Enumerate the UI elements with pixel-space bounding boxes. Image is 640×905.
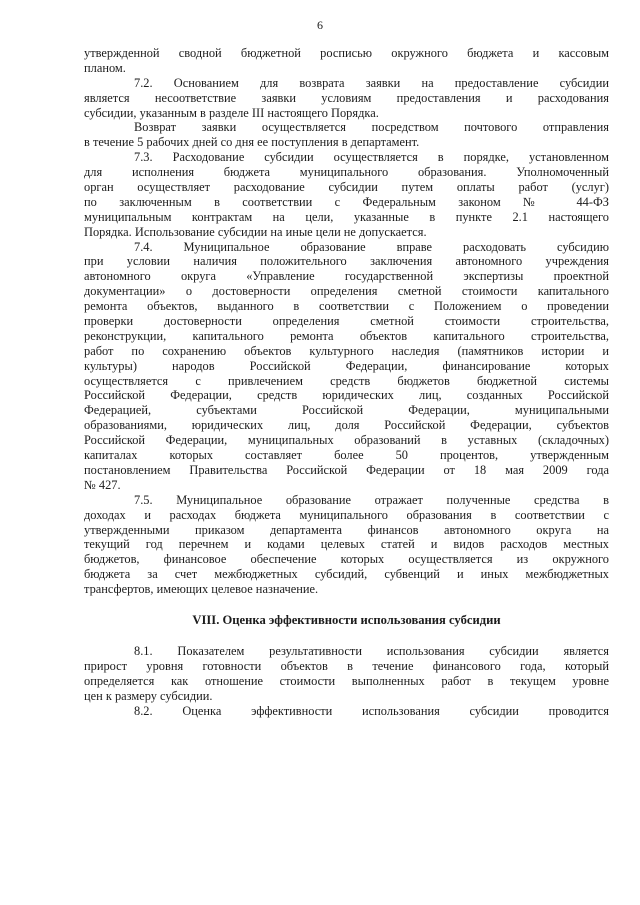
text-line: является несоответствие заявки условиям предоставления и расходования xyxy=(84,90,609,105)
text-line: субсидии, указанным в разделе III настоящего Порядка. xyxy=(84,105,379,120)
text-line: при условии наличия положительного заключения автономного учреждения xyxy=(84,254,609,269)
text-line: осуществляется с привлечением средств бюджетов бюджетной системы xyxy=(84,373,609,388)
text-line: орган осуществляет расходование субсидии путем оплаты работ (услуг) xyxy=(84,180,609,195)
paragraph-7-4 xyxy=(84,240,609,493)
text-line: проверки достоверности определения сметной стоимости строительства, xyxy=(84,314,609,329)
paragraph-7-2 xyxy=(84,76,609,121)
text-line: 8.1. Показателем результативности использования субсидии является xyxy=(134,643,609,658)
text-line: текущий год перечнем и кодами целевых статей и видов расходов местных xyxy=(84,537,609,552)
text-line: Федерацией, субъектами Российской Федерации, муниципальными xyxy=(84,403,609,418)
text-line: № 427. xyxy=(84,477,121,492)
text-line: Возврат заявки осуществляется посредством почтового отправления xyxy=(134,120,609,135)
document-body xyxy=(84,46,609,718)
paragraph-8-2 xyxy=(84,704,609,719)
text-line: планом. xyxy=(84,60,126,75)
text-line: бюджетов, финансовое обеспечение которых осуществляется из окружного xyxy=(84,552,609,567)
text-line: культуры) народов Российской Федерации, финансирование которых xyxy=(84,358,609,373)
text-line: работ по сохранению объектов культурного наследия (памятников истории и xyxy=(84,343,609,358)
text-line: трансфертов, имеющих целевое назначение. xyxy=(84,582,319,597)
text-line: бюджета за счет межбюджетных субсидий, субвенций и иных межбюджетных xyxy=(84,567,609,582)
text-line: документации» о достоверности определения сметной стоимости капитального xyxy=(84,284,609,299)
text-line: утвержденной сводной бюджетной росписью окружного бюджета и кассовым xyxy=(84,46,609,60)
text-line: цен к размеру субсидии. xyxy=(84,688,213,703)
text-line: 7.2. Основанием для возврата заявки на предоставление субсидии xyxy=(134,75,609,90)
paragraph-7-5 xyxy=(84,493,609,597)
text-line: 7.4. Муниципальное образование вправе расходовать субсидию xyxy=(134,239,609,254)
text-line: утвержденными приказом департамента финансов автономного округа на xyxy=(84,522,609,537)
text-line: для исполнения бюджета муниципального образования. Уполномоченный xyxy=(84,165,609,180)
text-line: 8.2. Оценка эффективности использования субсидии проводится xyxy=(134,703,609,718)
text-line: по заключенным в соответствии с Федеральным законом № 44-ФЗ xyxy=(84,194,609,209)
paragraph-8-1 xyxy=(84,644,609,704)
text-line: капиталах которых составляет более 50 процентов, утвержденным xyxy=(84,448,609,463)
paragraph-7-3 xyxy=(84,150,609,239)
page-number: 6 xyxy=(317,18,323,32)
text-line: 7.3. Расходование субсидии осуществляется в порядке, установленном xyxy=(134,150,609,165)
text-line: 7.5. Муниципальное образование отражает полученные средства в xyxy=(134,492,609,507)
text-line: доходах и расходах бюджета муниципального образования в соответствии с xyxy=(84,507,609,522)
paragraph-intro-continuation xyxy=(84,46,609,76)
paragraph-return-of-application xyxy=(84,120,609,150)
text-line: ремонта объектов, выданного в соответствии с Положением о проведении xyxy=(84,299,609,314)
text-line: образованиями, юридических лиц, доля Российской Федерации, субъектов xyxy=(84,418,609,433)
text-line: в течение 5 рабочих дней со дня ее поступления в департамент. xyxy=(84,135,420,150)
text-line: муниципальным контрактам на цели, указанные в пункте 2.1 настоящего xyxy=(84,209,609,224)
text-line: Российской Федерации, муниципальных образований в уставных (складочных) xyxy=(84,433,609,448)
section-heading: VIII. Оценка эффективности использования субсидии xyxy=(192,612,501,627)
text-line: определяется как отношение стоимости выполненных работ в текущем уровне xyxy=(84,673,609,688)
text-line: постановлением Правительства Российской Федерации от 18 мая 2009 года xyxy=(84,462,609,477)
text-line: реконструкции, капитального ремонта объектов капитального строительства, xyxy=(84,328,609,343)
text-line: автономного округа «Управление государственной экспертизы проектной xyxy=(84,269,609,284)
text-line: Порядка. Использование субсидии на иные цели не допускается. xyxy=(84,224,427,239)
text-line: Российской Федерации, средств юридических лиц, созданных Российской xyxy=(84,388,609,403)
text-line: прирост уровня готовности объектов в течение финансового года, который xyxy=(84,658,609,673)
